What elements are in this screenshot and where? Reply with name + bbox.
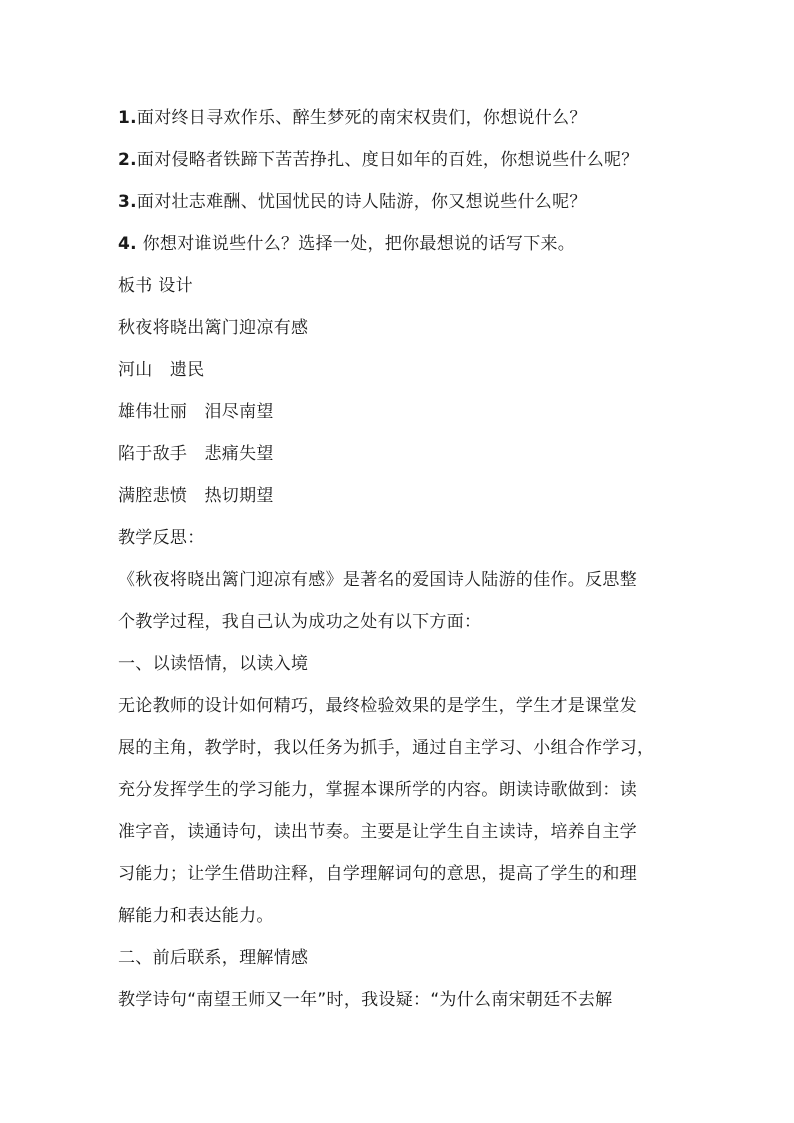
board-row: 河山 遗民 <box>118 360 205 380</box>
section-1-title: 一、以读悟情，以读入境 <box>118 654 309 674</box>
section-1-line: 准字音，读通诗句，读出节奏。主要是让学生自主读诗，培养自主学 <box>118 822 637 842</box>
question-1 <box>118 106 683 130</box>
question-text: 面对壮志难酬、忧国忧民的诗人陆游，你又想说些什么呢？ <box>136 192 587 212</box>
question-4 <box>118 232 683 256</box>
section-1-line: 无论教师的设计如何精巧，最终检验效果的是学生，学生才是课堂发 <box>118 696 637 716</box>
question-text: 面对终日寻欢作乐、醉生梦死的南宋权贵们，你想说什么？ <box>136 108 587 128</box>
board-row: 雄伟壮丽 泪尽南望 <box>118 402 274 422</box>
board-row: 陷于敌手 悲痛失望 <box>118 444 274 464</box>
question-number: 1. <box>118 108 137 128</box>
section-2-title: 二、前后联系，理解情感 <box>118 948 309 968</box>
question-text: 面对侵略者铁蹄下苦苦挣扎、度日如年的百姓，你想说些什么呢？ <box>136 150 639 170</box>
reflection-paragraph-line: 《秋夜将晓出篱门迎凉有感》是著名的爱国诗人陆游的佳作。反思整 <box>118 570 637 590</box>
section-2-line: 教学诗句“南望王师又一年”时，我设疑：“为什么南宋朝廷不去解 <box>118 990 613 1010</box>
reflection-paragraph-line: 个教学过程，我自己认为成功之处有以下方面： <box>118 612 482 632</box>
section-1-line: 解能力和表达能力。 <box>118 906 274 926</box>
board-heading: 板书 设计 <box>118 276 193 296</box>
question-number: 2. <box>118 150 137 170</box>
section-1-line: 展的主角，教学时，我以任务为抓手，通过自主学习、小组合作学习， <box>118 738 655 758</box>
question-3 <box>118 190 683 214</box>
reflection-heading: 教学反思： <box>118 528 205 548</box>
question-number: 3. <box>118 192 137 212</box>
question-2 <box>118 148 683 172</box>
section-1-line: 习能力；让学生借助注释，自学理解词句的意思，提高了学生的和理 <box>118 864 637 884</box>
section-1-line: 充分发挥学生的学习能力，掌握本课所学的内容。朗读诗歌做到：读 <box>118 780 637 800</box>
question-text: 你想对谁说些什么？选择一处，把你最想说的话写下来。 <box>142 234 576 254</box>
board-row: 满腔悲愤 热切期望 <box>118 486 274 506</box>
board-title: 秋夜将晓出篱门迎凉有感 <box>118 318 309 338</box>
question-number: 4. <box>118 234 137 254</box>
